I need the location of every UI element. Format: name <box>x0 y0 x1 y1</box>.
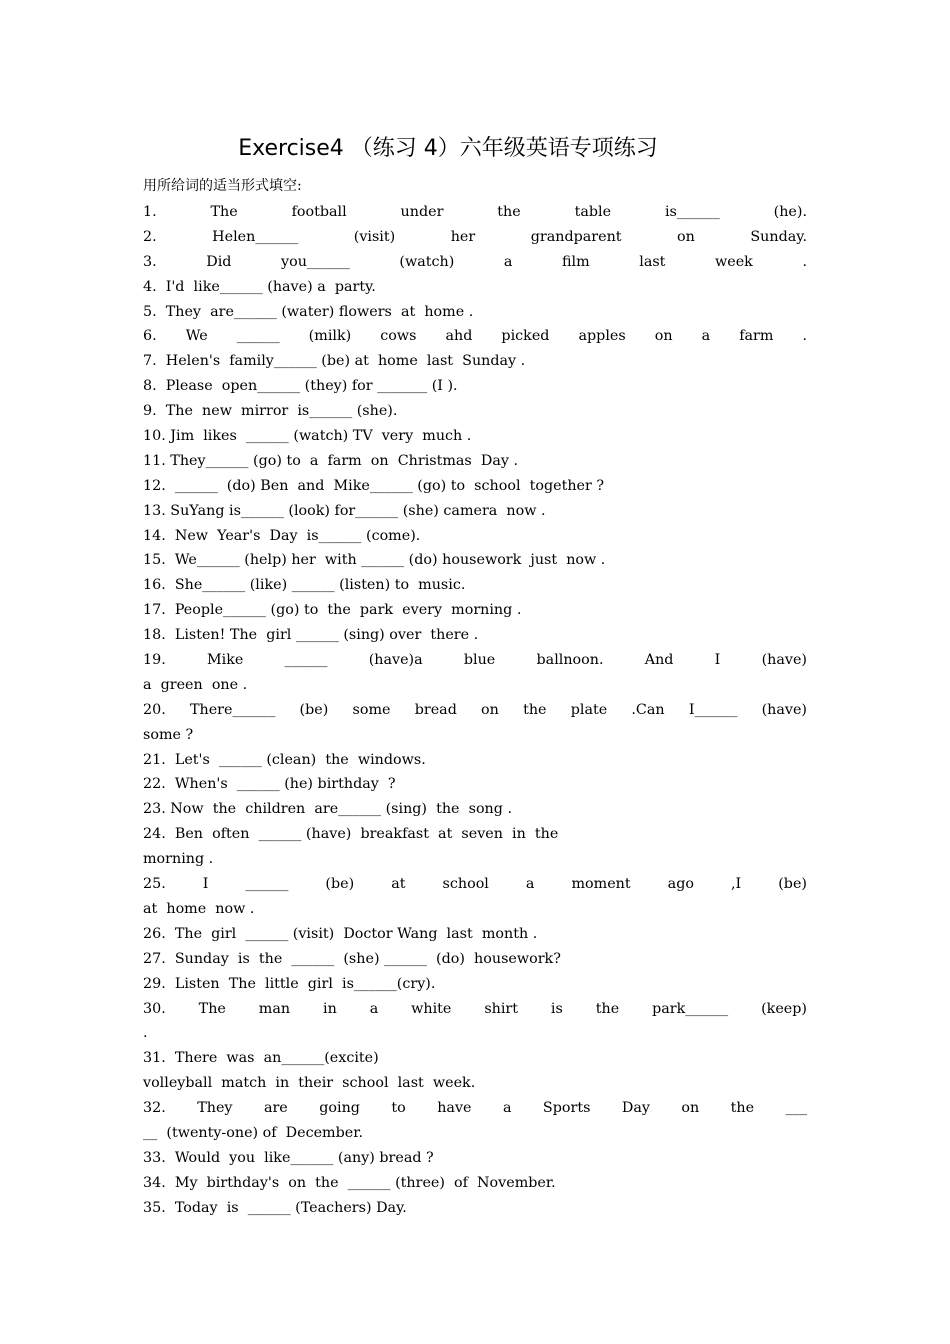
exercise-line: 11. They______ (go) to a farm on Christmas Day . <box>143 452 519 469</box>
exercise-line: 31. There was an______(excite) <box>143 1050 379 1067</box>
exercise-line: 5. They are______ (water) flowers at home . <box>143 303 474 320</box>
exercise-line: 20. There______ (be) some bread on the plate .Can I______ (have) <box>143 701 807 718</box>
exercise-line: 16. She______ (like) ______ (listen) to music. <box>143 577 466 594</box>
instruction: 用所给词的适当形式填空: <box>143 178 302 194</box>
exercise-line: 10. Jim likes ______ (watch) TV very much . <box>143 428 472 445</box>
exercise-line: 15. We______ (help) her with ______ (do) housework just now . <box>143 552 606 569</box>
exercise-line: 7. Helen's family______ (be) at home last Sunday . <box>143 353 526 370</box>
exercise-line: volleyball match in their school last week. <box>143 1075 476 1092</box>
exercise-line: 8. Please open______ (they) for _______ (I ). <box>143 378 458 395</box>
exercise-line: 32. They are going to have a Sports Day on the ___ <box>143 1100 807 1117</box>
page-title: Exercise4 （练习 4）六年级英语专项练习 <box>238 136 658 161</box>
exercise-line: 24. Ben often ______ (have) breakfast at seven in the <box>143 826 559 843</box>
exercise-line: . <box>143 1025 148 1042</box>
exercise-line: 1. The football under the table is______ (he). <box>143 204 807 220</box>
exercise-line: __ (twenty-one) of December. <box>143 1124 364 1141</box>
exercise-line: 9. The new mirror is______ (she). <box>143 403 398 420</box>
exercise-list <box>143 200 807 1221</box>
exercise-line: 17. People______ (go) to the park every morning . <box>143 602 522 619</box>
exercise-line: 14. New Year's Day is______ (come). <box>143 527 421 544</box>
exercise-line: 2. Helen______ (visit) her grandparent on Sunday. <box>143 228 807 245</box>
exercise-line: 18. Listen! The girl ______ (sing) over there . <box>143 627 479 644</box>
exercise-line: 33. Would you like______ (any) bread ? <box>143 1149 434 1166</box>
exercise-line: 23. Now the children are______ (sing) the song . <box>143 801 512 818</box>
exercise-line: 22. When's ______ (he) birthday ? <box>143 776 396 793</box>
exercise-line: 6. We ______ (milk) cows ahd picked apples on a farm . <box>143 328 807 345</box>
exercise-line: 21. Let's ______ (clean) the windows. <box>143 751 426 768</box>
exercise-line: 4. I'd like______ (have) a party. <box>143 278 376 295</box>
exercise-line: 25. I ______ (be) at school a moment ago ,I (be) <box>143 876 807 893</box>
exercise-line: 3. Did you______ (watch) a film last week . <box>143 253 807 270</box>
exercise-line: 19. Mike ______ (have)a blue ballnoon. And I (have) <box>143 652 807 669</box>
exercise-line: at home now . <box>143 900 255 917</box>
exercise-line: 13. SuYang is______ (look) for______ (she) camera now . <box>143 502 546 519</box>
exercise-line: 27. Sunday is the ______ (she) ______ (do) housework? <box>143 950 561 967</box>
exercise-line: morning . <box>143 851 214 868</box>
exercise-line: 29. Listen The little girl is______(cry). <box>143 975 436 992</box>
exercise-line: 35. Today is ______ (Teachers) Day. <box>143 1199 407 1216</box>
exercise-line: a green one . <box>143 676 248 693</box>
exercise-line: 26. The girl ______ (visit) Doctor Wang last month . <box>143 925 538 942</box>
exercise-line: 34. My birthday's on the ______ (three) of November. <box>143 1174 556 1191</box>
exercise-line: 30. The man in a white shirt is the park______ (keep) <box>143 1000 807 1017</box>
exercise-line: some ? <box>143 726 194 743</box>
exercise-line: 12. ______ (do) Ben and Mike______ (go) to school together ? <box>143 477 605 494</box>
